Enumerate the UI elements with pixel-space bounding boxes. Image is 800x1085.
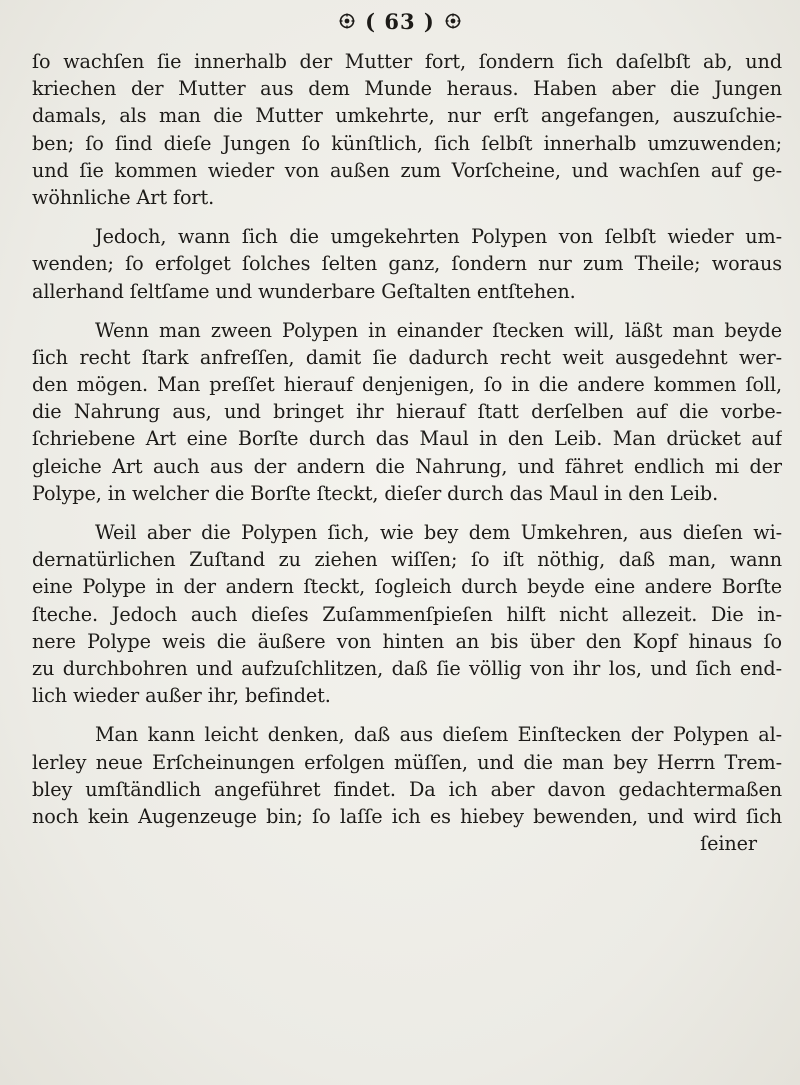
- text-line: ben; ſo ſind dieſe Jungen ſo künſtlich, ſich ſelbſt innerhalb umzuwenden;: [32, 131, 782, 155]
- text-line: dernatürlichen Zuſtand zu ziehen wiſſen; ſo iſt nöthig, daß man, wann: [32, 548, 782, 572]
- text-line: Man kann leicht denken, daß aus dieſem Einſtecken der Polypen al-: [95, 723, 782, 747]
- catchword: ſeiner: [700, 832, 757, 856]
- text-line: noch kein Augenzeuge bin; ſo laſſe ich es hiebey bewenden, und wird ſich: [32, 804, 782, 828]
- text-line: Jedoch, wann ſich die umgekehrten Polypen von ſelbſt wieder um-: [95, 225, 782, 249]
- text-line: lerley neue Erſcheinungen erfolgen müſſen, und die man bey Herrn Trem-: [32, 750, 782, 774]
- text-line: und ſie kommen wieder von außen zum Vorſcheine, und wachſen auf ge-: [32, 158, 782, 182]
- paragraph-4: [32, 519, 782, 709]
- text-line: ſteche. Jedoch auch dieſes Zuſammenſpieſen hilft nicht allezeit. Die in-: [32, 602, 782, 626]
- text-line: ſchriebene Art eine Borſte durch das Maul in den Leib. Man drücket auf: [32, 427, 782, 451]
- text-line: zu durchbohren und aufzuſchlitzen, daß ſie völlig von ihr los, und ſich end-: [32, 656, 782, 680]
- page-header: [0, 6, 800, 36]
- text-line: ſich recht ſtark anfreſſen, damit ſie dadurch recht weit ausgedehnt wer-: [32, 345, 782, 369]
- text-line: Polype, in welcher die Borſte ſteckt, dieſer durch das Maul in den Leib.: [32, 481, 719, 505]
- text-line: damals, als man die Mutter umkehrte, nur erſt angefangen, auszuſchie-: [32, 104, 782, 128]
- text-line: gleiche Art auch aus der andern die Nahrung, und fähret endlich mi der: [32, 454, 782, 478]
- text-line: kriechen der Mutter aus dem Munde heraus. Haben aber die Jungen: [32, 77, 782, 101]
- paragraph-2: [32, 223, 782, 305]
- text-line: allerhand ſeltſame und wunderbare Geſtalten entſtehen.: [32, 279, 576, 303]
- paragraph-3: [32, 317, 782, 507]
- ornament-icon-right: [445, 13, 461, 29]
- text-line: ſo wachſen ſie innerhalb der Mutter fort, ſondern ſich daſelbſt ab, und: [32, 50, 782, 73]
- ornament-icon-left: [339, 13, 355, 29]
- text-line: lich wieder außer ihr, befindet.: [32, 684, 331, 708]
- text-line: bley umſtändlich angeführet findet. Da ich aber davon gedachtermaßen: [32, 777, 782, 801]
- text-line: nere Polype weis die äußere von hinten an bis über den Kopf hinaus ſo: [32, 629, 782, 653]
- text-line: wöhnliche Art fort.: [32, 185, 215, 209]
- paragraph-5: [32, 721, 782, 830]
- page-number: ( 63 ): [365, 8, 435, 34]
- text-line: eine Polype in der andern ſteckt, ſogleich durch beyde eine andere Borſte: [32, 575, 782, 599]
- text-line: Weil aber die Polypen ſich, wie bey dem Umkehren, aus dieſen wi-: [95, 521, 782, 544]
- text-line: den mögen. Man preſſet hierauf denjenigen, ſo in die andere kommen ſoll,: [32, 373, 782, 397]
- paragraph-1: [32, 48, 782, 211]
- text-line: die Nahrung aus, und bringet ihr hierauf ſtatt derſelben auf die vorbe-: [32, 400, 782, 424]
- text-line: Wenn man zween Polypen in einander ſtecken will, läßt man beyde: [95, 318, 782, 342]
- body-text: [32, 48, 782, 857]
- text-line: wenden; ſo erfolget ſolches ſelten ganz, ſondern nur zum Theile; woraus: [32, 252, 782, 276]
